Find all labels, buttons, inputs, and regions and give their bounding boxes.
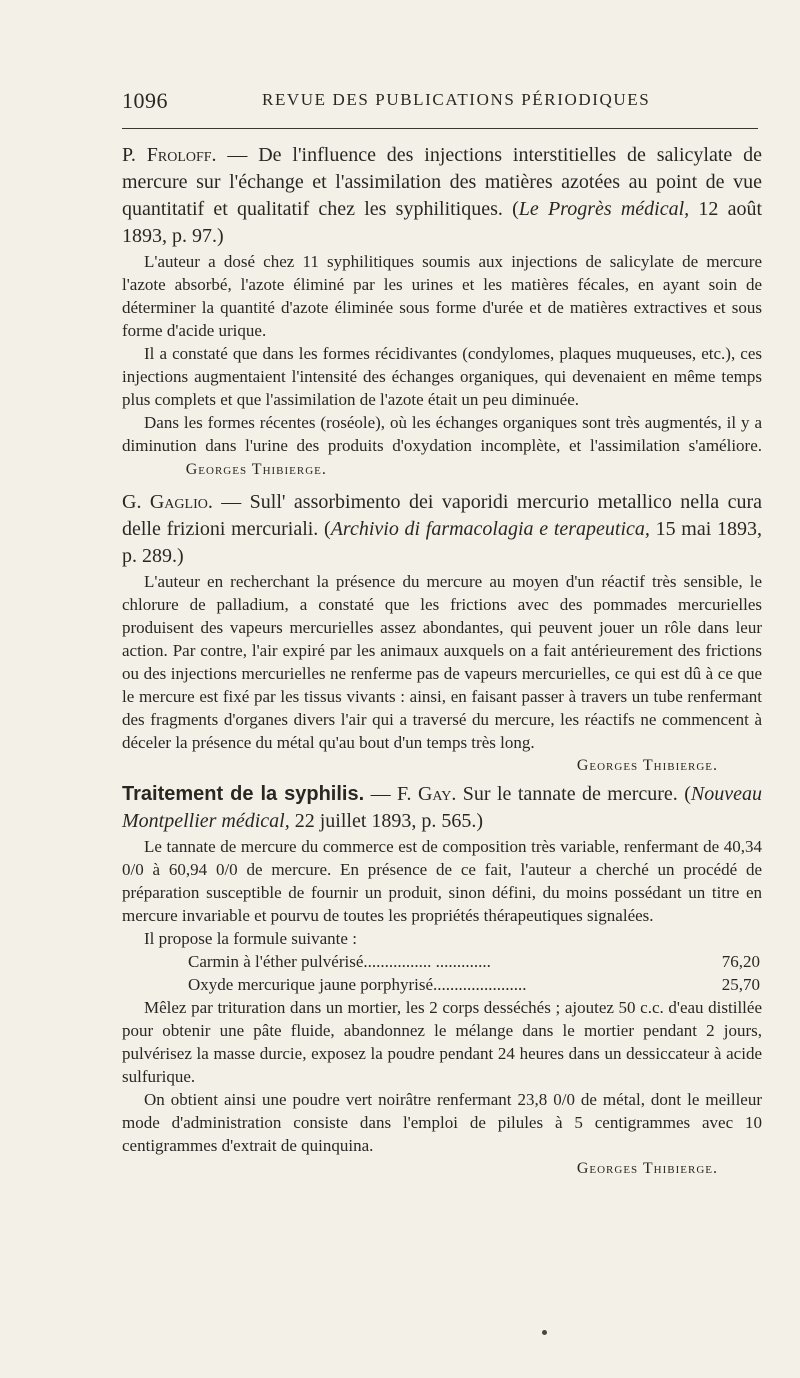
article-title — [122, 142, 762, 250]
article-title-text: Sur le tannate de mercure. ( — [456, 783, 691, 805]
formula-line — [122, 973, 762, 996]
article-title-text: — Sull' assorbimento dei vaporidi mercurio metallico nella cura delle frizioni mercuriali. ( — [122, 491, 762, 540]
paragraph: Il propose la formule suivante : — [144, 929, 357, 948]
formula-line — [122, 950, 762, 973]
formula-ingredient: Oxyde mercurique jaune porphyrisé — [188, 975, 433, 994]
paragraph: Mêlez par trituration dans un mortier, les 2 corps desséchés ; ajoutez 50 c.c. d'eau distillée pour obtenir une pâte fluide, abandonnez le mélange dans le mortier pendant 2 jours, pulvérisez la masse durcie, exposez la poudre pendant 24 heures dans un dessiccateur à acide sulfurique. — [122, 998, 762, 1086]
header-rule — [122, 128, 758, 129]
formula-leader: ................ ............. — [363, 952, 491, 971]
formula-leader: ...................... — [433, 975, 527, 994]
signature-text: Georges Thibierge. — [576, 1160, 718, 1177]
formula-quantity: 25,70 — [721, 975, 760, 994]
article-title — [122, 781, 762, 835]
section-heading: Traitement de la syphilis. — [122, 783, 365, 805]
article-froloff — [122, 142, 762, 481]
ink-dot — [542, 1330, 547, 1335]
paragraph — [122, 411, 762, 481]
article-author: G. Gaglio. — [122, 491, 213, 513]
running-title: REVUE DES PUBLICATIONS PÉRIODIQUES — [262, 90, 651, 109]
paragraph-text: Dans les formes récentes (roséole), où les échanges organiques sont très augmentés, il y a diminution dans l'urine des produits d'oxydation incomplète, et l'assimilation s'améliore. — [122, 413, 762, 455]
journal-name: Archivio di farmacolagia e terapeutica, — [330, 518, 650, 540]
paragraph: Le tannate de mercure du commerce est de composition très variable, renfermant de 40,34 0/0 à 60,94 0/0 de mercure. En présence de ce fait, l'auteur a cherché un procédé de préparation susceptible de fournir un produit, sinon défini, du moins possédant un titre en mercure invariable et pourvu de toutes les propriétés thérapeutiques signalées. — [122, 837, 762, 925]
paragraph: Il a constaté que dans les formes récidivantes (condylomes, plaques muqueuses, etc.), ces injections augmentaient l'intensité des échanges organiques, qui devenaient en même temps plus complets et que l'assimilation de l'azote était un peu diminuée. — [122, 344, 762, 409]
citation: 22 juillet 1893, p. 565.) — [289, 810, 484, 832]
signature — [122, 754, 762, 777]
page-number: 1096 — [122, 88, 168, 113]
formula-quantity: 76,20 — [721, 952, 760, 971]
signature — [122, 1157, 762, 1180]
paragraph: L'auteur a dosé chez 11 syphilitiques soumis aux injections de salicylate de mercure l'azote absorbé, l'azote éliminé par les urines et les matières fécales, en ayant soin de déterminer la quantité d'azote éliminée sous forme d'urée et de matières extractives et sous forme d'acide urique. — [122, 252, 762, 340]
paragraph: On obtient ainsi une poudre vert noirâtre renfermant 23,8 0/0 de métal, dont le meilleur mode d'administration consiste dans l'emploi de pilules à 5 centigrammes avec 10 centigrammes d'extrait de quinquina. — [122, 1090, 762, 1155]
page-header — [122, 88, 758, 118]
article-author: P. Froloff. — [122, 144, 217, 166]
article-gaglio — [122, 489, 762, 777]
article-column — [122, 142, 762, 1184]
formula-ingredient: Carmin à l'éther pulvérisé — [188, 952, 364, 971]
article-author: — F. Gay. — [364, 783, 457, 805]
journal-name: Nouveau Montpellier médical, — [122, 783, 762, 832]
article-title — [122, 489, 762, 570]
citation: 15 mai 1893, p. 289.) — [122, 518, 762, 567]
signature: Georges Thibierge. — [185, 461, 327, 478]
signature-text: Georges Thibierge. — [576, 757, 718, 774]
article-gay — [122, 781, 762, 1180]
citation: 12 août 1893, p. 97.) — [122, 198, 763, 247]
journal-name: Le Progrès médical, — [518, 198, 690, 220]
paragraph: L'auteur en recherchant la présence du mercure au moyen d'un réactif très sensible, le chlorure de palladium, a constaté que les frictions avec des pommades mercurielles produisent des vapeurs mercurielles assez abondantes, qui peuvent jouer un rôle dans leur action. Par contre, l'air expiré par les animaux auxquels on a fait antérieurement des frictions ou des injections mercurielles ne renferme pas de vapeurs mercurielles, ce qui est dû à ce que le mercure est fixé par les tissus vivants : ainsi, en faisant passer à travers un tube renfermant des fragments d'organes divers l'air qui a traversé du mercure, les réactifs ne commencent à déceler la présence du métal qu'au bout d'un temps très long. — [122, 572, 762, 752]
article-title-text: — De l'influence des injections interstitielles de salicylate de mercure sur l'échange et l'assimilation des matières azotées au point de vue quantitatif et qualitatif chez les syphilitiques. ( — [122, 144, 763, 220]
